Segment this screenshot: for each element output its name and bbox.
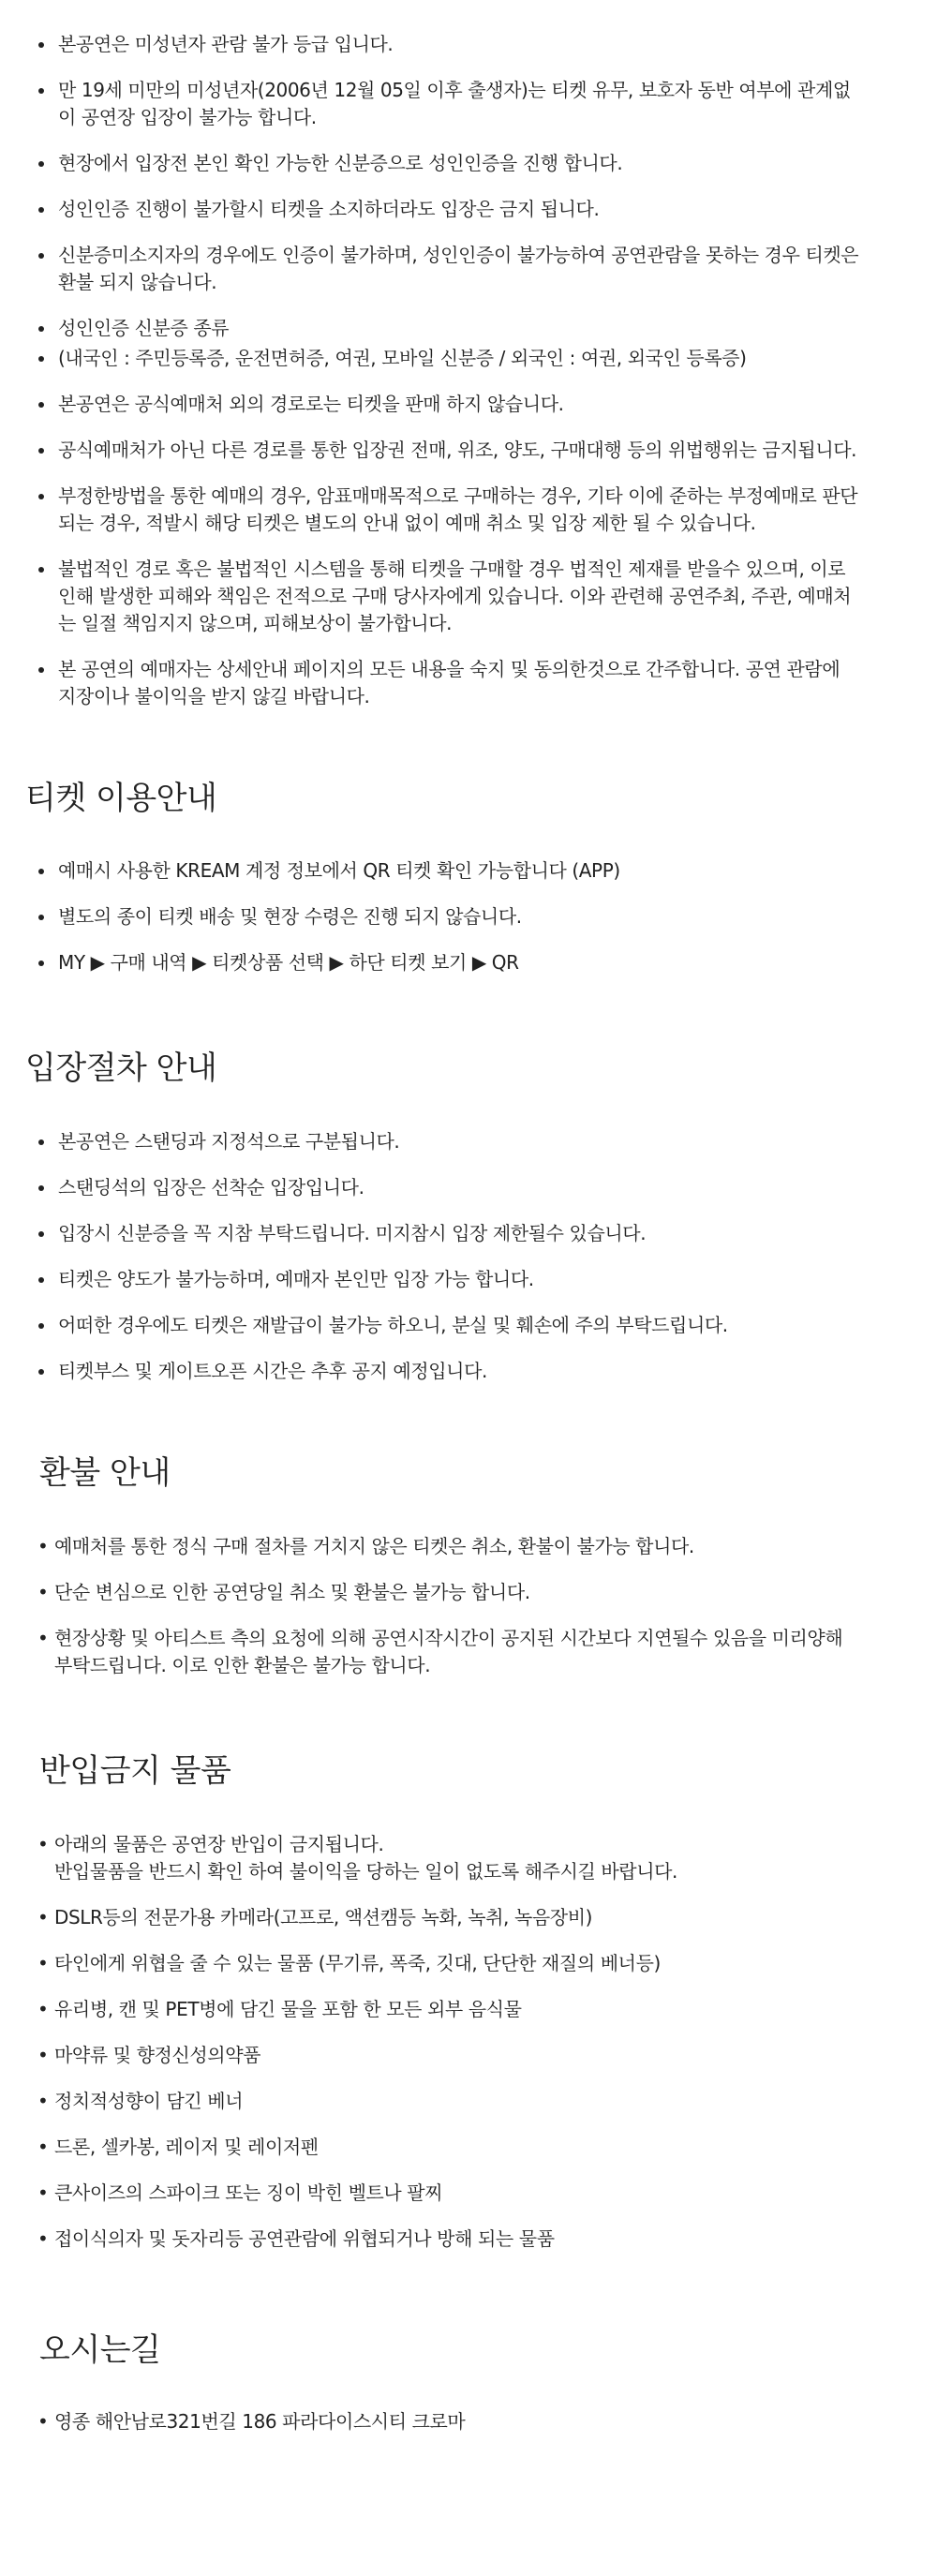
bullet-mark: • — [37, 2410, 49, 2433]
ticket-item: 예매시 사용한 KREAM 계정 정보에서 QR 티켓 확인 가능합니다 (APP) — [36, 857, 921, 885]
entry-list — [36, 1128, 921, 1385]
prohibited-section-title: 반입금지 물품 — [39, 1752, 231, 1790]
prohibited-item: • 접이식의자 및 돗자리등 공연관람에 위협되거나 방해 되는 물품 — [37, 2226, 918, 2253]
prohibited-item: • 정치적성향이 담긴 베너 — [37, 2088, 918, 2115]
bullet-mark: • — [37, 1906, 49, 1928]
bullet-mark: • — [37, 2044, 49, 2066]
prohibited-item: • 드론, 셀카봉, 레이저 및 레이저펜 — [37, 2134, 918, 2161]
directions-list — [37, 2408, 918, 2435]
bullet-mark: • — [37, 2136, 49, 2158]
refund-section-title: 환불 안내 — [39, 1454, 171, 1492]
entry-item: 티켓은 양도가 불가능하며, 예매자 본인만 입장 가능 합니다. — [36, 1266, 921, 1293]
entry-item: 티켓부스 및 게이트오픈 시간은 추후 공지 예정입니다. — [36, 1358, 921, 1385]
refund-list — [37, 1533, 918, 1679]
ticket-item: 별도의 종이 티켓 배송 및 현장 수령은 진행 되지 않습니다. — [36, 903, 921, 931]
entry-item: 입장시 신분증을 꼭 지참 부탁드립니다. 미지참시 입장 제한될수 있습니다. — [36, 1220, 921, 1247]
directions-section-title: 오시는길 — [39, 2331, 161, 2369]
notice-item: 본공연은 공식예매처 외의 경로로는 티켓을 판매 하지 않습니다. — [36, 391, 921, 418]
prohibited-list — [37, 1831, 918, 2253]
entry-item: 본공연은 스탠딩과 지정석으로 구분됩니다. — [36, 1128, 921, 1155]
bullet-mark: • — [37, 1833, 49, 1855]
prohibited-item: • 큰사이즈의 스파이크 또는 징이 박힌 벨트나 팔찌 — [37, 2180, 918, 2207]
entry-item: 어떠한 경우에도 티켓은 재발급이 불가능 하오니, 분실 및 훼손에 주의 부탁드립니다. — [36, 1312, 921, 1339]
bullet-mark: • — [37, 1952, 49, 1974]
notice-item: 본 공연의 예매자는 상세안내 페이지의 모든 내용을 숙지 및 동의한것으로 간주합니다. 공연 관람에 지장이나 불이익을 받지 않길 바랍니다. — [36, 656, 921, 710]
prohibited-item: • 유리병, 캔 및 PET병에 담긴 물을 포함 한 모든 외부 음식물 — [37, 1996, 918, 2023]
prohibited-item: • 타인에게 위협을 줄 수 있는 물품 (무기류, 폭죽, 깃대, 단단한 재질의 베너등) — [37, 1950, 918, 1977]
notice-item: 불법적인 경로 혹은 불법적인 시스템을 통해 티켓을 구매할 경우 법적인 제재를 받을수 있으며, 이로 인해 발생한 피해와 책임은 전적으로 구매 당사자에게 있습니다. 이와 관련해 공연주최, 주관, 예매처 는 일절 책임지지 않으며, 피해보상이 불가합니다. — [36, 556, 921, 637]
bullet-mark: • — [37, 1998, 49, 2020]
notice-item: 공식예매처가 아닌 다른 경로를 통한 입장권 전매, 위조, 양도, 구매대행 등의 위법행위는 금지됩니다. — [36, 437, 921, 464]
bullet-mark: • — [37, 2090, 49, 2112]
notice-item: 성인인증 진행이 불가할시 티켓을 소지하더라도 입장은 금지 됩니다. — [36, 196, 921, 223]
prohibited-item: • 아래의 물품은 공연장 반입이 금지됩니다. 반입물품을 반드시 확인 하여 불이익을 당하는 일이 없도록 해주시길 바랍니다. — [37, 1833, 678, 1883]
directions-item: • 영종 해안남로321번길 186 파라다이스시티 크로마 — [37, 2408, 918, 2435]
notice-item: 신분증미소지자의 경우에도 인증이 불가하며, 성인인증이 불가능하여 공연관람을 못하는 경우 티켓은 환불 되지 않습니다. — [36, 242, 921, 296]
bullet-mark: • — [37, 2227, 49, 2250]
prohibited-item: • DSLR등의 전문가용 카메라(고프로, 액션캠등 녹화, 녹취, 녹음장비) — [37, 1904, 918, 1931]
ticket-section-title: 티켓 이용안내 — [25, 780, 217, 817]
notice-item: 만 19세 미만의 미성년자(2006년 12월 05일 이후 출생자)는 티켓 유무, 보호자 동반 여부에 관계없 이 공연장 입장이 불가능 합니다. — [36, 77, 921, 131]
prohibited-item: • 마약류 및 향정신성의약품 — [37, 2042, 918, 2069]
bullet-mark: • — [37, 1581, 49, 1603]
ticket-list — [36, 857, 921, 976]
notice-list — [36, 31, 921, 710]
notice-item: (내국인 : 주민등록증, 운전면허증, 여권, 모바일 신분증 / 외국인 : 여권, 외국인 등록증) — [36, 345, 921, 372]
notice-item: 현장에서 입장전 본인 확인 가능한 신분증으로 성인인증을 진행 합니다. — [36, 150, 921, 177]
entry-section-title: 입장절차 안내 — [25, 1050, 217, 1087]
refund-item: • 현장상황 및 아티스트 측의 요청에 의해 공연시작시간이 공지된 시간보다 지연될수 있음을 미리양해 부탁드립니다. 이로 인한 환불은 불가능 합니다. — [37, 1627, 843, 1676]
refund-item: • 단순 변심으로 인한 공연당일 취소 및 환불은 불가능 합니다. — [37, 1579, 918, 1606]
bullet-mark: • — [37, 1535, 49, 1557]
bullet-mark: • — [37, 2181, 49, 2204]
ticket-item: MY ▶ 구매 내역 ▶ 티켓상품 선택 ▶ 하단 티켓 보기 ▶ QR — [36, 949, 921, 976]
refund-item: • 예매처를 통한 정식 구매 절차를 거치지 않은 티켓은 취소, 환불이 불가능 합니다. — [37, 1533, 918, 1560]
bullet-mark: • — [37, 1627, 49, 1649]
entry-item: 스탠딩석의 입장은 선착순 입장입니다. — [36, 1174, 921, 1201]
notice-item: 부정한방법을 통한 예매의 경우, 암표매매목적으로 구매하는 경우, 기타 이에 준하는 부정예매로 판단 되는 경우, 적발시 해당 티켓은 별도의 안내 없이 예매 취소 및 입장 제한 될 수 있습니다. — [36, 483, 921, 537]
notice-item: 본공연은 미성년자 관람 불가 등급 입니다. — [36, 31, 921, 58]
notice-item: 성인인증 신분증 종류 — [36, 315, 921, 342]
